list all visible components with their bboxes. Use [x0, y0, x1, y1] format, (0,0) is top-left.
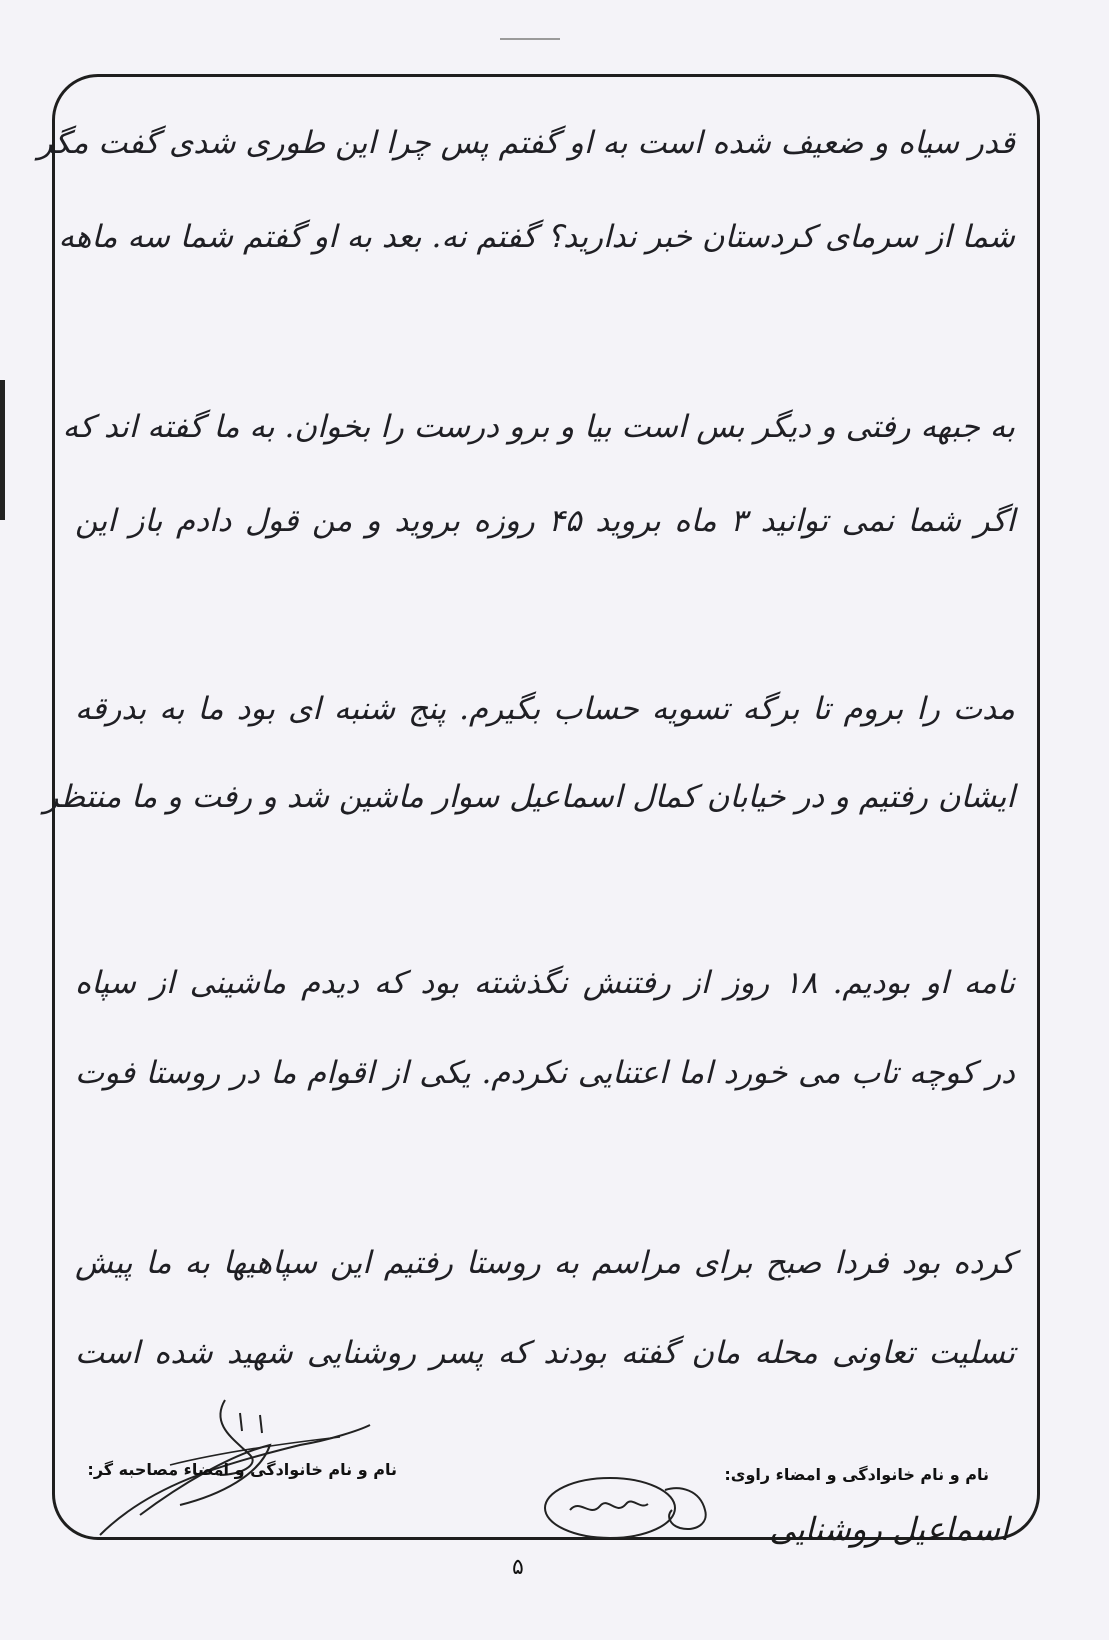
- handwritten-line-1: قدر سیاه و ضعیف شده است به او گفتم پس چرا این طوری شدی گفت مگر: [37, 125, 1015, 161]
- handwritten-line-4: اگر شما نمی توانید ۳ ماه بروید ۴۵ روزه بروید و من قول دادم باز این: [75, 503, 1016, 539]
- handwritten-line-10: تسلیت تعاونی محله مان گفته بودند که پسر روشنایی شهید شده است: [75, 1335, 1015, 1371]
- handwritten-line-9: کرده بود فردا صبح برای مراسم به روستا رفتیم این سپاهیها به ما پیش: [75, 1245, 1015, 1281]
- handwritten-line-5: مدت را بروم تا برگه تسویه حساب بگیرم. پنج شنبه ای بود ما به بدرقه: [75, 691, 1015, 727]
- handwritten-line-7: نامه او بودیم. ۱۸ روز از رفتنش نگذشته بود که دیدم ماشینی از سپاه: [75, 965, 1015, 1001]
- narrator-name: اسماعیل روشنایی: [769, 1510, 1009, 1548]
- handwritten-line-3: به جبهه رفتی و دیگر بس است بیا و برو درست را بخوان. به ما گفته اند که: [62, 409, 1015, 445]
- scan-mark-top: [500, 38, 560, 40]
- handwritten-line-6: ایشان رفتیم و در خیابان کمال اسماعیل سوار ماشین شد و رفت و ما منتظر: [43, 779, 1015, 815]
- narrator-label: نام و نام خانوادگی و امضاء راوی:: [724, 1465, 989, 1484]
- narrator-signature: [540, 1460, 740, 1550]
- interviewer-label: نام و نام خانوادگی و امضاء مصاحبه گر:: [87, 1460, 397, 1479]
- handwritten-line-2: شما از سرمای کردستان خبر ندارید؟ گفتم نه. بعد به او گفتم شما سه ماهه: [58, 219, 1015, 255]
- scan-mark-margin: [0, 380, 5, 520]
- handwritten-line-8: در کوچه تاب می خورد اما اعتنایی نکردم. یکی از اقوام ما در روستا فوت: [75, 1055, 1015, 1091]
- page-number: ۵: [512, 1555, 524, 1580]
